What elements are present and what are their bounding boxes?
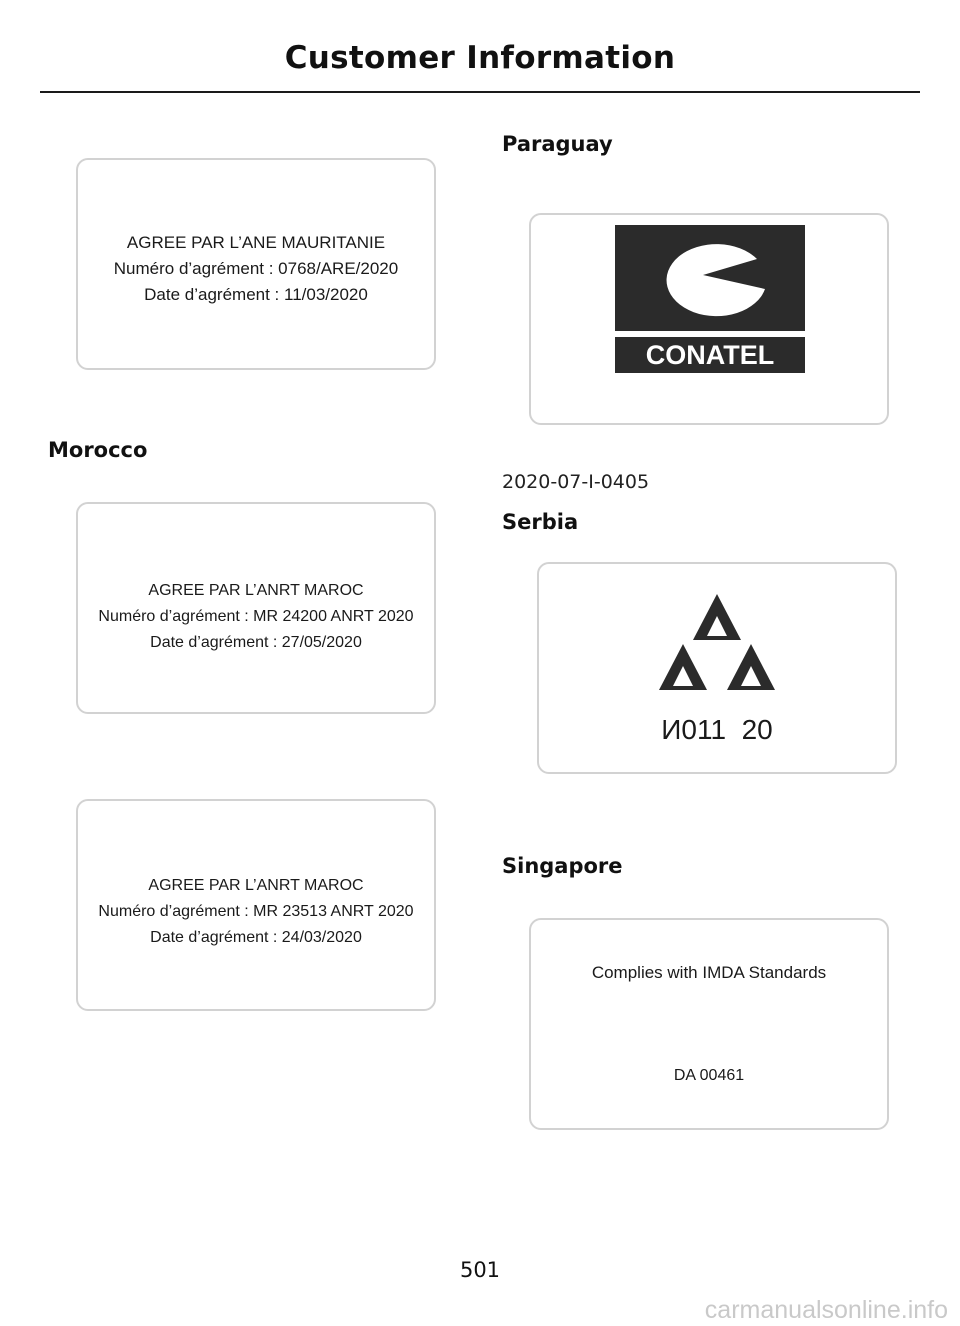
mauritania-label-line2: Numéro d’agrément : 0768/ARE/2020 [113,259,399,278]
paraguay-conatel-label [529,213,889,425]
morocco-label-2-line1: AGREE PAR L’ANRT MAROC [148,877,364,894]
morocco-label-2-line2: Numéro d’agrément : MR 23513 ANRT 2020 [98,903,414,920]
morocco-label-2-line3: Date d’agrément : 24/03/2020 [150,929,362,946]
serbia-approval-code: И011 20 [661,714,773,745]
singapore-imda-label [529,918,889,1130]
mauritania-approval-label [76,158,436,370]
morocco-approval-label-1 [76,502,436,714]
serbia-triangle-mark-icon [655,590,779,694]
mauritania-label-line1: AGREE PAR L’ANE MAURITANIE [126,233,386,252]
morocco-approval-label-2 [76,799,436,1011]
morocco-label-1-line3: Date d’agrément : 27/05/2020 [150,634,362,651]
imda-compliance-text: Complies with IMDA Standards [591,963,827,982]
page-number: 501 [459,1258,501,1282]
serbia-heading: Serbia [502,510,579,534]
paraguay-heading: Paraguay [502,132,613,156]
conatel-logo-text: CONATEL [645,340,775,370]
conatel-logo [615,225,805,373]
page-title: Customer Information [284,40,676,76]
morocco-label-1-line2: Numéro d’agrément : MR 24200 ANRT 2020 [98,608,414,625]
morocco-heading: Morocco [48,438,148,462]
conatel-logo-icon [615,225,805,373]
header-divider [40,91,920,93]
singapore-heading: Singapore [502,854,623,878]
mauritania-label-line3: Date d’agrément : 11/03/2020 [144,285,368,304]
watermark: carmanualsonline.info [704,1296,948,1324]
paraguay-approval-code: 2020-07-I-0405 [502,471,650,493]
serbia-approval-label [537,562,897,774]
morocco-label-1-line1: AGREE PAR L’ANRT MAROC [148,582,364,599]
imda-registration-number: DA 00461 [673,1067,745,1084]
